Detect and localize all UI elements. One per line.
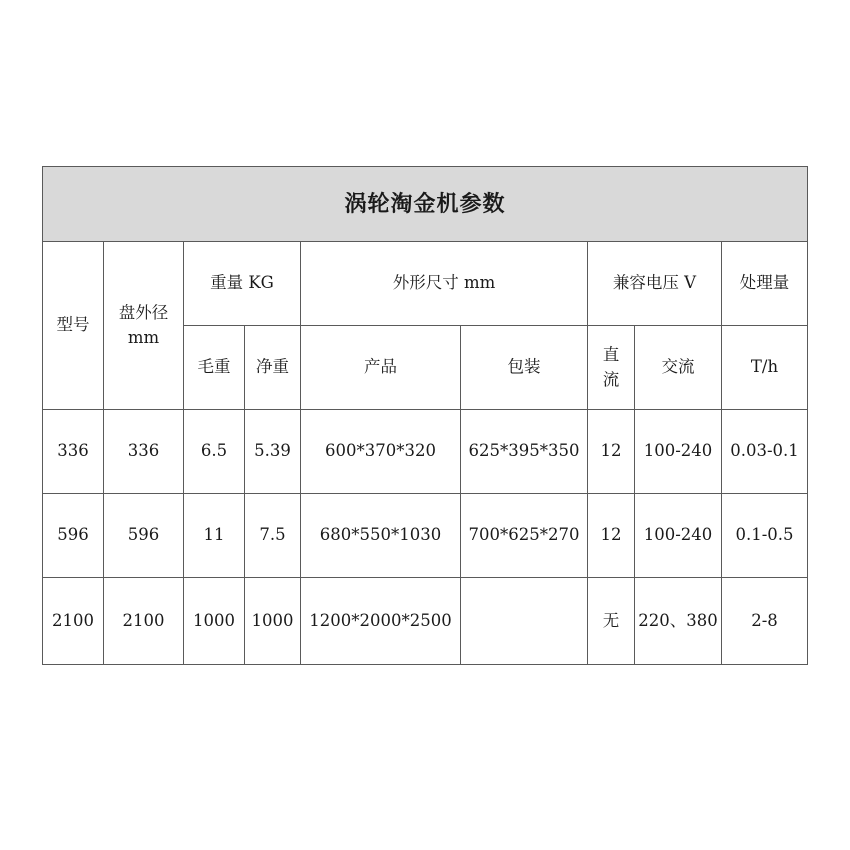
header-disc-diameter-unit: mm — [127, 327, 160, 347]
cell-package-size: 625*395*350 — [461, 410, 588, 494]
header-dc — [588, 326, 635, 410]
cell-package-size: 700*625*270 — [461, 494, 588, 578]
header-ac: 交流 — [635, 326, 722, 410]
header-package-size: 包装 — [461, 326, 588, 410]
cell-ac: 100-240 — [635, 410, 722, 494]
cell-disc-diameter: 596 — [104, 494, 184, 578]
header-voltage: 兼容电压 V — [588, 242, 722, 326]
header-dc-char-1: 直 — [602, 344, 620, 364]
cell-product-size: 1200*2000*2500 — [301, 578, 461, 665]
title-row — [43, 167, 808, 242]
header-product-size: 产品 — [301, 326, 461, 410]
cell-ac: 100-240 — [635, 494, 722, 578]
header-disc-diameter — [104, 242, 184, 410]
cell-dc: 无 — [588, 578, 635, 665]
cell-disc-diameter: 336 — [104, 410, 184, 494]
cell-net-weight: 7.5 — [245, 494, 301, 578]
header-gross-weight: 毛重 — [184, 326, 245, 410]
header-capacity: 处理量 — [722, 242, 808, 326]
cell-ac: 220、380 — [635, 578, 722, 665]
cell-product-size: 680*550*1030 — [301, 494, 461, 578]
header-capacity-unit: T/h — [722, 326, 808, 410]
header-row-1 — [43, 242, 808, 326]
cell-capacity: 0.03-0.1 — [722, 410, 808, 494]
cell-gross-weight: 11 — [184, 494, 245, 578]
cell-dc: 12 — [588, 410, 635, 494]
cell-disc-diameter: 2100 — [104, 578, 184, 665]
cell-capacity: 2-8 — [722, 578, 808, 665]
header-net-weight: 净重 — [245, 326, 301, 410]
header-dc-char-2: 流 — [602, 369, 620, 389]
cell-product-size: 600*370*320 — [301, 410, 461, 494]
table-row — [43, 494, 808, 578]
table-title: 涡轮淘金机参数 — [43, 167, 808, 242]
header-disc-diameter-label: 盘外径 — [118, 302, 169, 322]
parameter-table — [42, 166, 808, 665]
header-model: 型号 — [43, 242, 104, 410]
cell-gross-weight: 1000 — [184, 578, 245, 665]
cell-model: 596 — [43, 494, 104, 578]
cell-dc: 12 — [588, 494, 635, 578]
cell-net-weight: 1000 — [245, 578, 301, 665]
cell-gross-weight: 6.5 — [184, 410, 245, 494]
cell-capacity: 0.1-0.5 — [722, 494, 808, 578]
cell-net-weight: 5.39 — [245, 410, 301, 494]
cell-model: 2100 — [43, 578, 104, 665]
header-dimensions: 外形尺寸 mm — [301, 242, 588, 326]
table-row — [43, 578, 808, 665]
cell-model: 336 — [43, 410, 104, 494]
header-weight: 重量 KG — [184, 242, 301, 326]
table-row — [43, 410, 808, 494]
cell-package-size — [461, 578, 588, 665]
